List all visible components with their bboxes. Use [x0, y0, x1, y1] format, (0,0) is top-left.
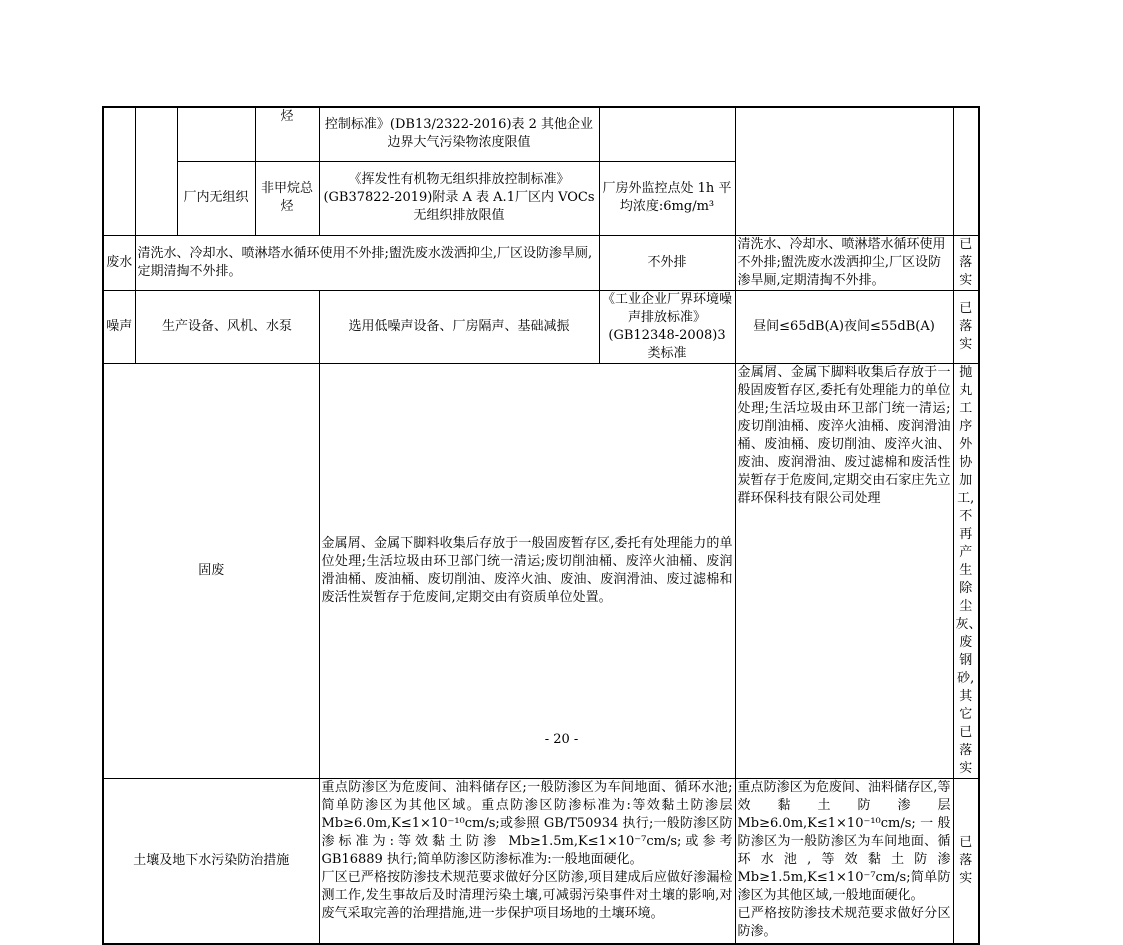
category-cell: 废水: [103, 235, 135, 290]
measure-cell: [735, 778, 953, 944]
measure-paragraph: 重点防渗区为危废间、油料储存区,等效黏土防渗层 Mb≥6.0m,K≤1×10⁻¹⁰cm/s;一般防渗区为一般防渗区为车间地面、循环水池,等效黏土防渗 Mb≥1.5m,K≤1×10⁻⁷cm/s;简单防渗区为其他区域,一般地面硬化。: [737, 779, 951, 903]
table-row: [103, 107, 979, 161]
page-number: - 20 -: [544, 732, 579, 747]
control-cell: 选用低噪声设备、厂房隔声、基础减振: [319, 290, 599, 363]
acceptance-table: [102, 106, 980, 945]
measure-cell: 金属屑、金属下脚料收集后存放于一般固废暂存区,委托有处理能力的单位处理;生活垃圾由环卫部门统一清运;废切削油桶、废淬火油桶、废润滑油桶、废油桶、废切削油、废淬火油、废油、废润滑油、废过滤棉和废活性炭暂存于危废间,定期交由石家庄先立群环保科技有限公司处理: [735, 363, 953, 778]
standard-cell: 《工业企业厂界环境噪声排放标准》(GB12348-2008)3 类标准: [599, 290, 735, 363]
pollutant-cell: 烃: [255, 107, 319, 161]
requirement-cell: 清洗水、冷却水、喷淋塔水循环使用不外排;盥洗废水泼洒抑尘,厂区设防渗旱厕,定期清掏不外排。: [135, 235, 599, 290]
table-row: [103, 363, 979, 778]
source-cell: 生产设备、风机、水泵: [135, 290, 319, 363]
measure-paragraph: 已严格按防渗技术规范要求做好分区防渗。: [737, 905, 951, 939]
limit-cell: 不外排: [599, 235, 735, 290]
table-row: [103, 235, 979, 290]
source-cell: 厂内无组织: [177, 161, 255, 235]
status-cell: 抛丸工序外协加工,不再产生除尘灰、废钢砂,其它已落实: [953, 363, 979, 778]
limit-cell: 昼间≤65dB(A)夜间≤55dB(A): [735, 290, 953, 363]
measure-cell: [735, 107, 953, 235]
status-cell: 已落实: [953, 778, 979, 944]
standard-cell: 控制标准》(DB13/2322-2016)表 2 其他企业边界大气污染物浓度限值: [319, 107, 599, 161]
limit-cell: 厂房外监控点处 1h 平均浓度:6mg/m³: [599, 161, 735, 235]
status-cell: 已落实: [953, 290, 979, 363]
table-row: [103, 778, 979, 944]
measure-cell: 清洗水、冷却水、喷淋塔水循环使用不外排;盥洗废水泼洒抑尘,厂区设防渗旱厕,定期清掏不外排。: [735, 235, 953, 290]
requirement-paragraph: 重点防渗区为危废间、油料储存区;一般防渗区为车间地面、循环水池;简单防渗区为其他区域。重点防渗区防渗标准为:等效黏土防渗层 Mb≥6.0m,K≤1×10⁻¹⁰cm/s;或参照 GB/T50934 执行;一般防渗区防渗标准为:等效黏土防渗 Mb≥1.5m,K≤1×10⁻⁷cm/s;或参考 GB16889 执行;简单防渗区防渗标准为:一般地面硬化。: [321, 779, 733, 867]
category-cell: 噪声: [103, 290, 135, 363]
table-row: [103, 290, 979, 363]
requirement-paragraph: 厂区已严格按防渗技术规范要求做好分区防渗,项目建成后应做好渗漏检测工作,发生事故后及时清理污染土壤,可减弱污染事件对土壤的影响,对废气采取完善的治理措施,进一步保护项目场地的土壤环境。: [321, 869, 733, 921]
category-cell: 土壤及地下水污染防治措施: [103, 778, 319, 944]
limit-cell: [599, 107, 735, 161]
status-cell: 已落实: [953, 235, 979, 290]
requirement-cell: [319, 778, 735, 944]
standard-cell: 《挥发性有机物无组织排放控制标准》(GB37822-2019)附录 A 表 A.1厂区内 VOCs 无组织排放限值: [319, 161, 599, 235]
status-cell: [953, 107, 979, 235]
pollutant-cell: 非甲烷总烃: [255, 161, 319, 235]
requirement-cell: 金属屑、金属下脚料收集后存放于一般固废暂存区,委托有处理能力的单位处理;生活垃圾由环卫部门统一清运;废切削油桶、废淬火油桶、废润滑油桶、废油桶、废切削油、废淬火油、废油、废润滑油、废过滤棉和废活性炭暂存于危废间,定期交由有资质单位处置。: [319, 363, 735, 778]
category-cell: 固废: [103, 363, 319, 778]
